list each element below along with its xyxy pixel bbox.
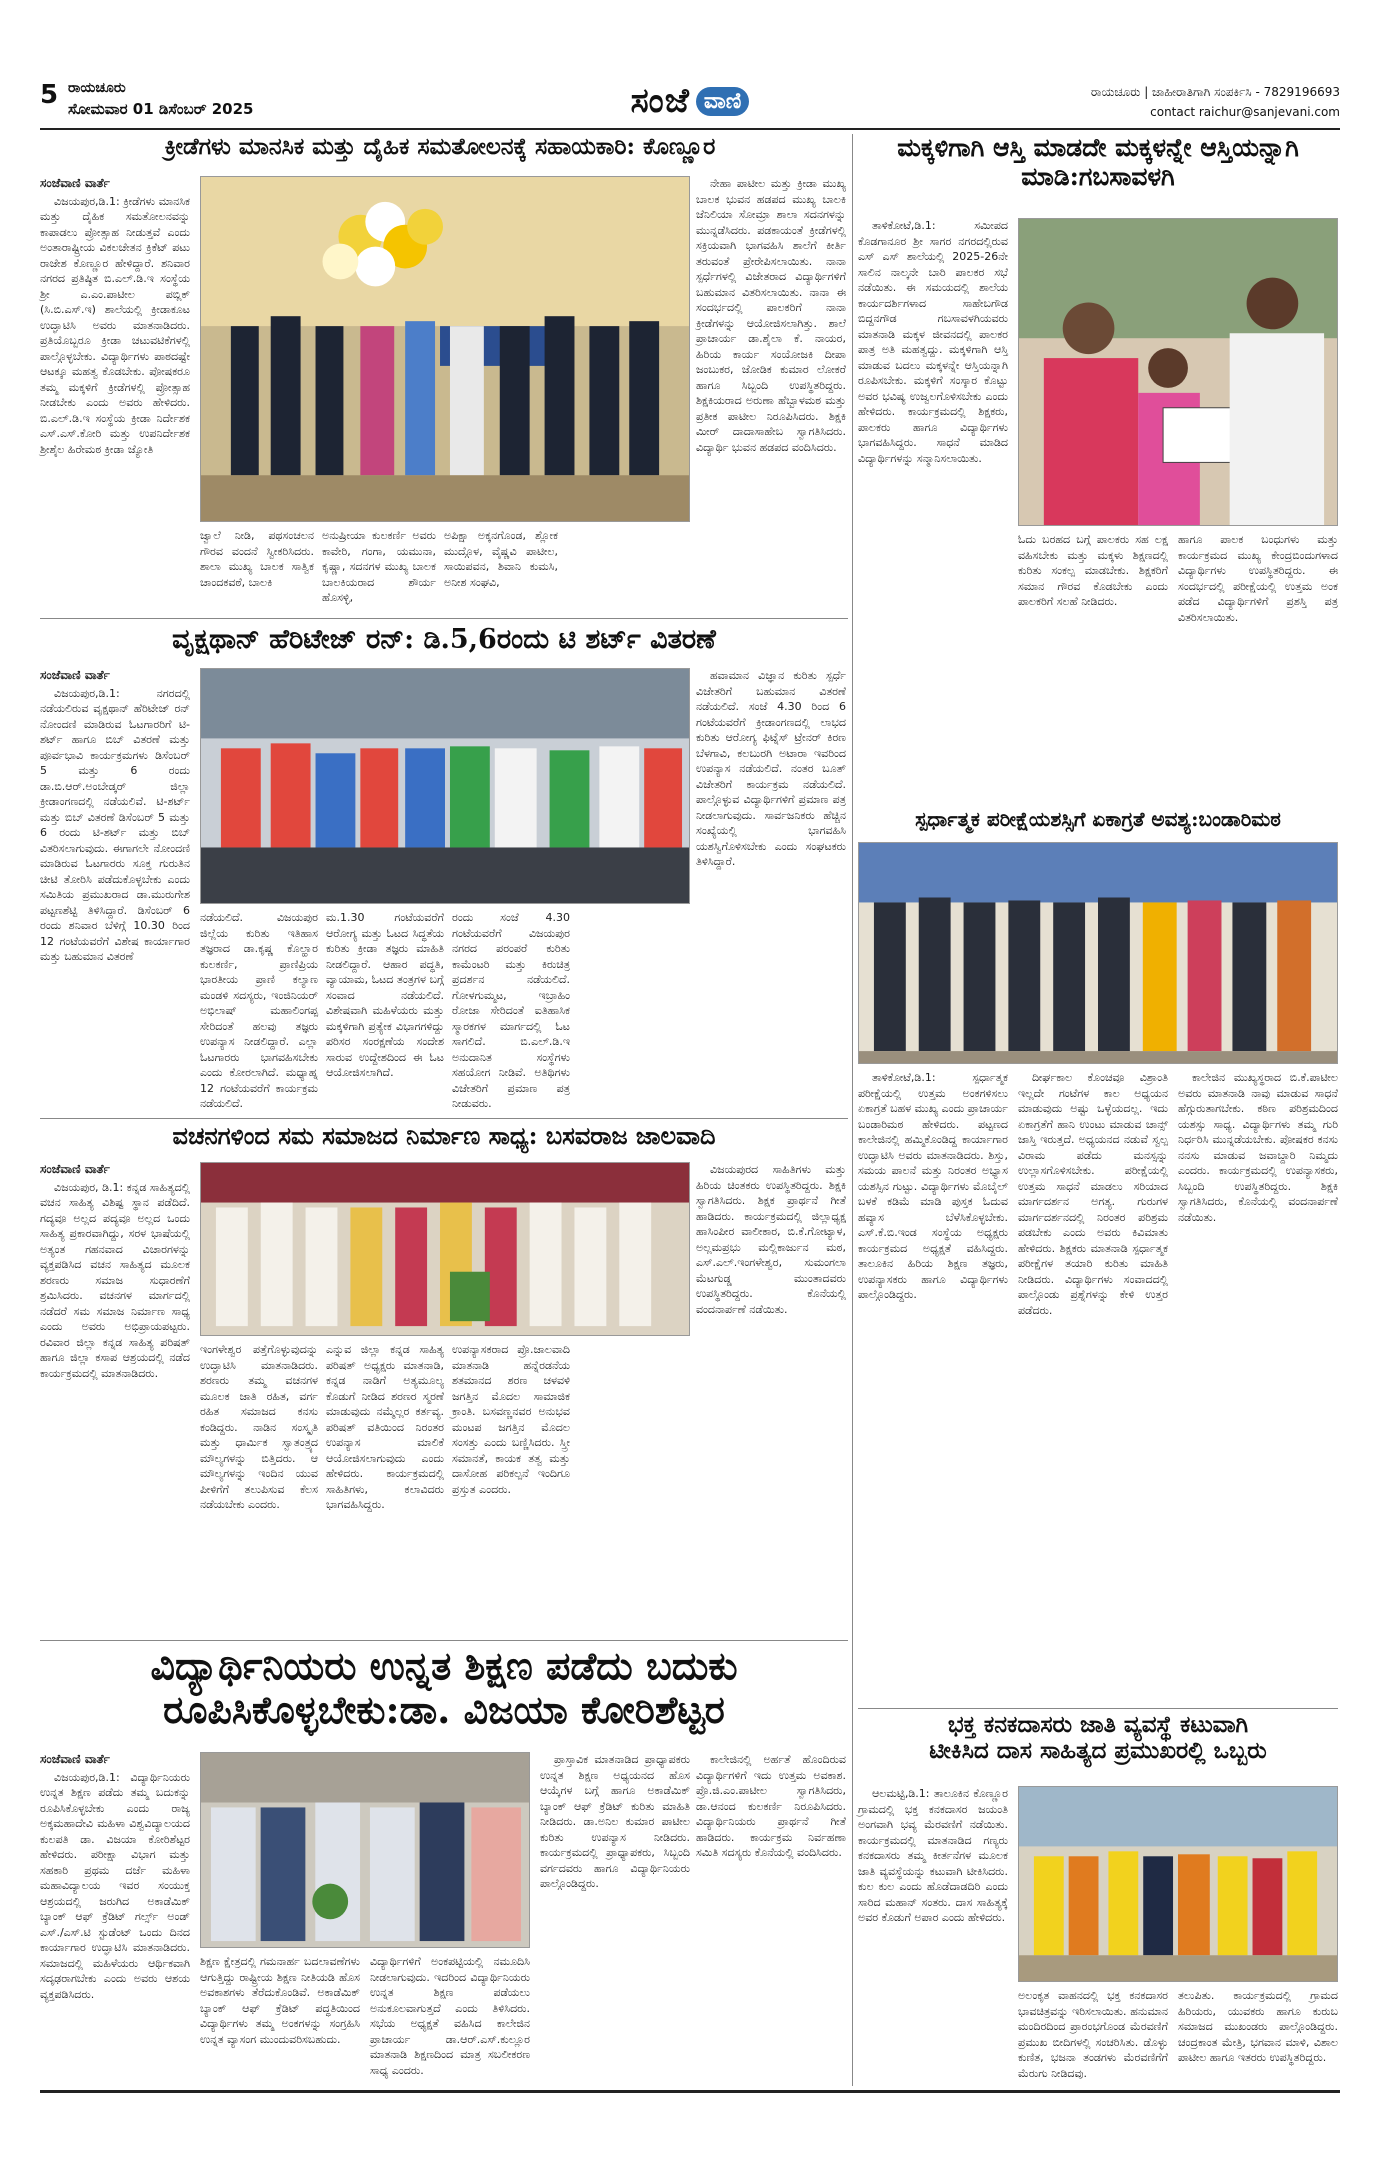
sports-col-1b xyxy=(40,528,190,612)
vachana-col-4 xyxy=(452,1342,570,1638)
vachana-col-3 xyxy=(326,1342,444,1638)
children-col-3 xyxy=(1178,532,1338,624)
vachana-text-1: ವಿಜಯಪುರ, ಡಿ.1: ಕನ್ನಡ ಸಾಹಿತ್ಯದಲ್ಲಿ ವಚನ ಸಾಹಿತ್ಯ ವಿಶಿಷ್ಟ ಸ್ಥಾನ ಪಡೆದಿದೆ. ಗದ್ಯವೂ ಅಲ್ಲದ ಪದ್ಯವೂ ಅಲ್ಲದ ಒಂದು ಸಾಹಿತ್ಯ ಪ್ರಕಾರವಾಗಿದ್ದು, ಸರಳ ಭಾಷೆಯಲ್ಲಿ ಅತ್ಯಂತ ಗಹನವಾದ ವಿಚಾರಗಳನ್ನು ವ್ಯಕ್ತಪಡಿಸಿದ ವಚನ ಸಾಹಿತ್ಯದ ಮೂಲಕ ಶರಣರು ಸಮಾಜ ಸುಧಾರಣೆಗೆ ಶ್ರಮಿಸಿದರು. ವಚನಗಳ ಮಾರ್ಗದಲ್ಲಿ ನಡೆದರೆ ಸಮ ಸಮಾಜ ನಿರ್ಮಾಣ ಸಾಧ್ಯ ಎಂದು ಅವರು ಅಭಿಪ್ರಾಯಪಟ್ಟರು. ರವಿವಾರ ಜಿಲ್ಲಾ ಕನ್ನಡ ಸಾಹಿತ್ಯ ಪರಿಷತ್ ಹಾಗೂ ಜಿಲ್ಲಾ ಕಸಾಪ ಆಶ್ರಯದಲ್ಲಿ ನಡೆದ ಕಾರ್ಯಕ್ರಮದಲ್ಲಿ ಮಾತನಾಡಿದರು. xyxy=(40,1180,190,1380)
children-text-2: ಓದು ಬರಹದ ಬಗ್ಗೆ ಪಾಲಕರು ಸಹ ಲಕ್ಷ ವಹಿಸಬೇಕು ಮತ್ತು ಮಕ್ಕಳು ಶಿಕ್ಷಣದಲ್ಲಿ ಕುರಿತು ಸಂಕಲ್ಪ ಮಾಡಬೇಕು. ಶಿಕ್ಷಕರಿಗೆ ಸಮಾನ ಗೌರವ ಕೊಡಬೇಕು ಎಂದು ಪಾಲಕರಿಗೆ ಸಲಹೆ ನೀಡಿದರು. xyxy=(1018,533,1168,608)
run-byline: ಸಂಜೆವಾಣಿ ವಾರ್ತೆ xyxy=(40,668,110,682)
children-text-3: ಹಾಗೂ ಪಾಲಕ ಬಂಧುಗಳು ಮತ್ತು ಕಾರ್ಯಕ್ರಮದ ಮುಖ್ಯ ಕೇಂದ್ರಬಿಂದುಗಳಾದ ವಿದ್ಯಾರ್ಥಿಗಳು ಉಪಸ್ಥಿತರಿದ್ದರು. ಈ ಸಂದರ್ಭದಲ್ಲಿ ಪರೀಕ್ಷೆಯಲ್ಲಿ ಉತ್ತಮ ಅಂಕ ಪಡೆದ ವಿದ್ಯಾರ್ಥಿಗಳಿಗೆ ಪ್ರಶಸ್ತಿ ಪತ್ರ ವಿತರಿಸಲಾಯಿತು. xyxy=(1178,533,1338,624)
sports-photo xyxy=(200,176,690,522)
higher-edu-text-5: ಕಾಲೇಜಿನಲ್ಲಿ ಅರ್ಹತೆ ಹೊಂದಿರುವ ವಿದ್ಯಾರ್ಥಿಗಳಿಗೆ ಇದು ಉತ್ತಮ ಅವಕಾಶ. ಪ್ರೊ.ಜಿ.ಎಂ.ಪಾಟೀಲ ಸ್ವಾಗತಿಸಿದರು, ಡಾ.ಆನಂದ ಕುಲಕರ್ಣಿ ನಿರೂಪಿಸಿದರು. ವಿದ್ಯಾರ್ಥಿನಿಯರು ಪ್ರಾರ್ಥನೆ ಗೀತೆ ಹಾಡಿದರು. ಕಾರ್ಯಕ್ರಮ ನಿರ್ವಹಣಾ ಸಮಿತಿ ಸದಸ್ಯರು ಕೊನೆಯಲ್ಲಿ ವಂದಿಸಿದರು. xyxy=(696,1753,846,1859)
children-photo xyxy=(1018,218,1338,526)
kanakadasa-text-2: ಅಲಂಕೃತ ವಾಹನದಲ್ಲಿ ಭಕ್ತ ಕನಕದಾಸರ ಭಾವಚಿತ್ರವನ್ನು ಇರಿಸಲಾಯಿತು. ಹನುಮಾನ ಮಂದಿರದಿಂದ ಪ್ರಾರಂಭಗೊಂಡ ಮೆರವಣಿಗೆ ಪ್ರಮುಖ ಬೀದಿಗಳಲ್ಲಿ ಸಂಚರಿಸಿತು. ಡೊಳ್ಳು ಕುಣಿತ, ಭಜನಾ ತಂಡಗಳು ಮೆರವಣಿಗೆಗೆ ಮೆರುಗು ನೀಡಿದವು. xyxy=(1018,1989,1168,2080)
higher-edu-col-5 xyxy=(696,1752,846,2086)
run-text-4: ರಂದು ಸಂಜೆ 4.30 ಗಂಟೆಯವರೆಗೆ ವಿಜಯಪುರ ನಗರದ ಪರಂಪರೆ ಕುರಿತು ಕಾಮೆಂಟರಿ ಮತ್ತು ಕಿರುಚಿತ್ರ ಪ್ರದರ್ಶನ ನಡೆಯಲಿದೆ. ಗೋಳಗುಮ್ಮಟ, ಇಬ್ರಾಹಿಂ ರೋಜಾ ಸೇರಿದಂತೆ ಐತಿಹಾಸಿಕ ಸ್ಮಾರಕಗಳ ಮಾರ್ಗದಲ್ಲಿ ಓಟ ಸಾಗಲಿದೆ. ಬಿ.ಎಲ್.ಡಿ.ಇ ಅನುದಾನಿತ ಸಂಸ್ಥೆಗಳು ಸಹಯೋಗ ನೀಡಿವೆ. ಅತಿಥಿಗಳು ವಿಜೇತರಿಗೆ ಪ್ರಮಾಣ ಪತ್ರ ನೀಡುವರು. xyxy=(452,911,570,1110)
exam-col-1 xyxy=(858,1070,1008,1706)
vachana-photo-art xyxy=(201,1163,689,1335)
vachana-text-5: ವಿಜಯಪುರದ ಸಾಹಿತಿಗಳು ಮತ್ತು ಹಿರಿಯ ಚಿಂತಕರು ಉಪಸ್ಥಿತರಿದ್ದರು. ಶಿಕ್ಷಕಿ ಸ್ವಾಗತಿಸಿದರು. ಶಿಕ್ಷಕ ಪ್ರಾರ್ಥನೆ ಗೀತೆ ಹಾಡಿದರು. ಕಾರ್ಯಕ್ರಮದಲ್ಲಿ ಜಿಲ್ಲಾಧ್ಯಕ್ಷ ಹಾಸಿಂಪೀರ ವಾಲೀಕಾರ, ಬಿ.ಕೆ.ಗೋಟ್ಯಾಳ, ಅಲ್ಲಮಪ್ರಭು ಮಲ್ಲಿಕಾರ್ಜುನ ಮಠ, ಎಸ್.ಎಲ್.ಇಂಗಳೇಶ್ವರ, ಸುಮಂಗಲಾ ಮೆಟಗುಡ್ಡ ಮುಂತಾದವರು ಉಪಸ್ಥಿತರಿದ್ದರು. ಕೊನೆಯಲ್ಲಿ ವಂದನಾರ್ಪಣೆ ನಡೆಯಿತು. xyxy=(696,1163,846,1316)
higher-edu-headline-2: ರೂಪಿಸಿಕೊಳ್ಳಬೇಕು:ಡಾ. ವಿಜಯಾ ಕೋರಿಶೆಟ್ಟರ xyxy=(163,1686,725,1732)
exam-col-3 xyxy=(1178,1070,1338,1706)
vachana-col-5 xyxy=(696,1162,846,1638)
sports-col-3 xyxy=(322,528,436,612)
header-ad-line: ರಾಯಚೂರು | ಜಾಹೀರಾತಿಗಾಗಿ ಸಂಪರ್ಕಿಸಿ - 7829196693 xyxy=(1090,85,1340,99)
run-col-1 xyxy=(40,668,190,1138)
run-headline: ವೃಕ್ಷಥಾನ್ ಹೆರಿಟೇಜ್ ರನ್: ಡಿ.5,6ರಂದು ಟಿ ಶರ್ಟ್ ವಿತರಣೆ xyxy=(172,624,716,655)
higher-edu-text-3: ವಿದ್ಯಾರ್ಥಿಗಳಿಗೆ ಅಂಕಪಟ್ಟಿಯಲ್ಲಿ ನಮೂದಿಸಿ ನೀಡಲಾಗುವುದು. ಇದರಿಂದ ವಿದ್ಯಾರ್ಥಿನಿಯರು ಉನ್ನತ ಶಿಕ್ಷಣ ಪಡೆಯಲು ಅನುಕೂಲವಾಗುತ್ತದೆ ಎಂದು ತಿಳಿಸಿದರು. ಸಭೆಯ ಅಧ್ಯಕ್ಷತೆ ವಹಿಸಿದ ಕಾಲೇಜಿನ ಪ್ರಾಚಾರ್ಯ ಡಾ.ಆರ್.ಎಸ್.ಕುಲ್ಲೂರ ಮಾತನಾಡಿ ಶಿಕ್ಷಣದಿಂದ ಮಾತ್ರ ಸಬಲೀಕರಣ ಸಾಧ್ಯ ಎಂದರು. xyxy=(370,1955,530,2077)
sports-headline: ಕ್ರೀಡೆಗಳು ಮಾನಸಿಕ ಮತ್ತು ದೈಹಿಕ ಸಮತೋಲನಕ್ಕೆ ಸಹಾಯಕಾರಿ: ಕೊಣ್ಣೂರ xyxy=(164,133,716,160)
district-label: ರಾಯಚೂರು xyxy=(68,80,126,96)
newspaper-logo xyxy=(570,78,810,124)
divider xyxy=(858,1708,1338,1709)
vachana-photo xyxy=(200,1162,690,1336)
run-text-5: ಹವಾಮಾನ ವಿಜ್ಞಾನ ಕುರಿತು ಸ್ಪರ್ಧೆ ವಿಜೇತರಿಗೆ ಬಹುಮಾನ ವಿತರಣೆ ನಡೆಯಲಿದೆ. ಸಂಜೆ 4.30 ರಿಂದ 6 ಗಂಟೆಯವರೆಗೆ ಕ್ರೀಡಾಂಗಣದಲ್ಲಿ ಲಾಭದ ಕುರಿತು ಆರೋಗ್ಯ ಫಿಟ್ನೆಸ್ ಟ್ರೇನರ್ ಕಿರಣ ಬೆಳಗಾವಿ, ಕಲಬುರಗಿ ಅಟಾರಾ ಇವರಿಂದ ಉಪನ್ಯಾಸ ನಡೆಯಲಿದೆ. ನಂತರ ಬೂತ್ ವಿಜೇತರಿಗೆ ಕಾರ್ಯಕ್ರಮ ನಡೆಯಲಿದೆ. ಪಾಲ್ಗೊಳ್ಳುವ ವಿದ್ಯಾರ್ಥಿಗಳಿಗೆ ಪ್ರಮಾಣ ಪತ್ರ ನೀಡಲಾಗುವುದು. ಸಾರ್ವಜನಿಕರು ಹೆಚ್ಚಿನ ಸಂಖ್ಯೆಯಲ್ಲಿ ಭಾಗವಹಿಸಿ ಯಶಸ್ವಿಗೊಳಿಸಬೇಕು ಎಂದು ಸಂಘಟಕರು ತಿಳಿಸಿದ್ದಾರೆ. xyxy=(696,669,846,868)
sports-text-4: ಅಪಿಕ್ಷಾ ಅಕ್ಕನಗೊಂಡ, ಶ್ಲೋಕ ಮುದ್ಗೊಳ, ವೈಷ್ಣವಿ ಪಾಟೀಲ, ಸಾಯಿಪವನ, ಶಿವಾನಿ ಕುಮಸಿ, ಅನೀಶ ಸಂಘವಿ, xyxy=(444,529,558,589)
vachana-col-1 xyxy=(40,1162,190,1638)
run-text-3: ಮ.1.30 ಗಂಟೆಯವರೆಗೆ ಆರೋಗ್ಯ ಮತ್ತು ಓಟದ ಸಿದ್ಧತೆಯ ಕುರಿತು ಕ್ರೀಡಾ ತಜ್ಞರು ಮಾಹಿತಿ ನೀಡಲಿದ್ದಾರೆ. ಆಹಾರ ಪದ್ಧತಿ, ವ್ಯಾಯಾಮ, ಓಟದ ತಂತ್ರಗಳ ಬಗ್ಗೆ ಸಂವಾದ ನಡೆಯಲಿದೆ. ವಿಶೇಷವಾಗಿ ಮಹಿಳೆಯರು ಮತ್ತು ಮಕ್ಕಳಿಗಾಗಿ ಪ್ರತ್ಯೇಕ ವಿಭಾಗಗಳಿದ್ದು ಪರಿಸರ ಸಂರಕ್ಷಣೆಯ ಸಂದೇಶ ಸಾರುವ ಉದ್ದೇಶದಿಂದ ಈ ಓಟ ಆಯೋಜಿಸಲಾಗಿದೆ. xyxy=(326,911,444,1079)
logo-badge: ವಾಣಿ xyxy=(696,87,749,116)
run-text-1: ವಿಜಯಪುರ,ಡಿ.1: ನಗರದಲ್ಲಿ ನಡೆಯಲಿರುವ ವೃಕ್ಷಥಾನ್ ಹೆರಿಟೇಜ್ ರನ್ ನೋಂದಣಿ ಮಾಡಿರುವ ಓಟಗಾರರಿಗೆ ಟಿ-ಶರ್ಟ್ ಹಾಗೂ ಬಿಬ್ ವಿತರಣೆ ಮತ್ತು ಪೂರ್ವಭಾವಿ ಕಾರ್ಯಕ್ರಮಗಳು ಡಿಸೆಂಬರ್ 5 ಮತ್ತು 6 ರಂದು ಡಾ.ಬಿ.ಆರ್.ಅಂಬೇಡ್ಕರ್ ಜಿಲ್ಲಾ ಕ್ರೀಡಾಂಗಣದಲ್ಲಿ ನಡೆಯಲಿವೆ. ಟಿ-ಶರ್ಟ್ ಮತ್ತು ಬಿಬ್ ವಿತರಣೆ ಡಿಸೆಂಬರ್ 5 ಮತ್ತು 6 ರಂದು ಟಿ-ಶರ್ಟ್ ಮತ್ತು ಬಿಬ್ ವಿತರಿಸಲಾಗುವುದು. ಈಗಾಗಲೇ ನೋಂದಣಿ ಮಾಡಿರುವ ಓಟಗಾರರು ಸೂಕ್ತ ಗುರುತಿನ ಚೀಟಿ ತೋರಿಸಿ ಪಡೆದುಕೊಳ್ಳಬೇಕು ಎಂದು ಸಮಿತಿಯ ಪ್ರಮುಖರಾದ ಡಾ.ಮುರುಗೇಶ ಪಟ್ಟಣಶೆಟ್ಟಿ ತಿಳಿಸಿದ್ದಾರೆ. ಡಿಸೆಂಬರ್ 6 ರಂದು ಶನಿವಾರ ಬೆಳಿಗ್ಗೆ 10.30 ರಿಂದ 12 ಗಂಟೆಯವರೆಗೆ ವಿಶೇಷ ಕಾರ್ಯಾಗಾರ ಮತ್ತು ಬಹುಮಾನ ವಿತರಣೆ xyxy=(40,686,190,963)
exam-text-2: ದೀರ್ಘಕಾಲ ಕೊಂಚವೂ ವಿಶ್ರಾಂತಿ ಇಲ್ಲದೇ ಗಂಟೆಗಳ ಕಾಲ ಅಧ್ಯಯನ ಮಾಡುವುದು ಅಷ್ಟು ಒಳ್ಳೆಯದಲ್ಲ. ಇದು ಏಕಾಗ್ರತೆಗೆ ಹಾನಿ ಉಂಟು ಮಾಡುವ ಚಾನ್ಸ್ ಜಾಸ್ತಿ ಇರುತ್ತದೆ. ಅಧ್ಯಯನದ ನಡುವೆ ಸ್ವಲ್ಪ ವಿರಾಮ ಪಡೆದು ಮನಸ್ಸನ್ನು ಉಲ್ಲಾಸಗೊಳಿಸಬೇಕು. ಪರೀಕ್ಷೆಯಲ್ಲಿ ಉತ್ತಮ ಸಾಧನೆ ಮಾಡಲು ಸರಿಯಾದ ಮಾರ್ಗದರ್ಶನ ಅಗತ್ಯ. ಗುರುಗಳ ಮಾರ್ಗದರ್ಶನದಲ್ಲಿ ನಿರಂತರ ಪರಿಶ್ರಮ ಪಡಬೇಕು ಎಂದು ಅವರು ಕಿವಿಮಾತು ಹೇಳಿದರು. ಶಿಕ್ಷಕರು ಮಾತನಾಡಿ ಸ್ಪರ್ಧಾತ್ಮಕ ಪರೀಕ್ಷೆಗಳ ತಯಾರಿ ಕುರಿತು ಮಾಹಿತಿ ನೀಡಿದರು. ವಿದ್ಯಾರ್ಥಿಗಳು ಸಂವಾದದಲ್ಲಿ ಪಾಲ್ಗೊಂಡು ಪ್ರಶ್ನೆಗಳನ್ನು ಕೇಳಿ ಉತ್ತರ ಪಡೆದರು. xyxy=(1018,1071,1168,1317)
footer-rule xyxy=(40,2090,1340,2093)
sports-text-1: ವಿಜಯಪುರ,ಡಿ.1: ಕ್ರೀಡೆಗಳು ಮಾನಸಿಕ ಮತ್ತು ದೈಹಿಕ ಸಮತೋಲನವನ್ನು ಕಾಪಾಡಲು ಪ್ರೋತ್ಸಾಹ ನೀಡುತ್ತವೆ ಎಂದು ಅಂತಾರಾಷ್ಟ್ರೀಯ ವಿಕಲಚೇತನ ಕ್ರಿಕೆಟ್ ಪಟು ರಾಜೇಶ ಕೊಣ್ಣೂರ ಹೇಳಿದ್ದಾರೆ. ಶನಿವಾರ ನಗರದ ಪ್ರತಿಷ್ಠಿತ ಬಿ.ಎಲ್.ಡಿ.ಇ ಸಂಸ್ಥೆಯ ಶ್ರೀ ಎ.ಎಂ.ಪಾಟೀಲ ಪಬ್ಲಿಕ್ (ಸಿ.ಬಿ.ಎಸ್.ಇ) ಶಾಲೆಯಲ್ಲಿ ಕ್ರೀಡಾಕೂಟ ಉದ್ಘಾಟಿಸಿ ಅವರು ಮಾತನಾಡಿದರು. ಪ್ರತಿಯೊಬ್ಬರೂ ಕ್ರೀಡಾ ಚಟುವಟಿಕೆಗಳಲ್ಲಿ ಪಾಲ್ಗೊಳ್ಳಬೇಕು. ವಿದ್ಯಾರ್ಥಿಗಳು ಪಾಠದಷ್ಟೇ ಆಟಕ್ಕೂ ಮಹತ್ವ ಕೊಡಬೇಕು. ಪೋಷಕರೂ ತಮ್ಮ ಮಕ್ಕಳಿಗೆ ಕ್ರೀಡೆಗಳಲ್ಲಿ ಪ್ರೋತ್ಸಾಹ ನೀಡಬೇಕು ಎಂದು ಅವರು ಹೇಳಿದರು. ಬಿ.ಎಲ್.ಡಿ.ಇ ಸಂಸ್ಥೆಯ ಕ್ರೀಡಾ ನಿರ್ದೇಶಕ ಎಸ್.ಎಸ್.ಕೋರಿ ಮತ್ತು ಉಪನಿರ್ದೇಶಕ ಶ್ರೀಶೈಲ ಹಿರೇಮಠ ಕ್ರೀಡಾ ಜ್ಯೋತಿ xyxy=(40,194,190,456)
run-col-3 xyxy=(326,910,444,1138)
run-col-2 xyxy=(200,910,318,1138)
higher-edu-photo xyxy=(200,1752,530,1948)
vachana-text-2: ಇಂಗಳೇಶ್ವರ ಪತ್ತೆಗೊಳ್ಳುವುದನ್ನು ಉದ್ಘಾಟಿಸಿ ಮಾತನಾಡಿದರು. ಶರಣರು ತಮ್ಮ ವಚನಗಳ ಮೂಲಕ ಜಾತಿ ರಹಿತ, ವರ್ಗ ರಹಿತ ಸಮಾಜದ ಕನಸು ಕಂಡಿದ್ದರು. ನಾಡಿನ ಸಂಸ್ಕೃತಿ ಮತ್ತು ಧಾರ್ಮಿಕ ಸ್ವಾತಂತ್ರ್ಯದ ಮೌಲ್ಯಗಳನ್ನು ಬಿತ್ತಿದರು. ಆ ಮೌಲ್ಯಗಳನ್ನು ಇಂದಿನ ಯುವ ಪೀಳಿಗೆಗೆ ತಲುಪಿಸುವ ಕೆಲಸ ನಡೆಯಬೇಕು ಎಂದರು. xyxy=(200,1343,318,1511)
exam-text-3: ಕಾಲೇಜಿನ ಮುಖ್ಯಸ್ಥರಾದ ಬಿ.ಕೆ.ಪಾಟೀಲ ಅವರು ಮಾತನಾಡಿ ನಾವು ಮಾಡುವ ಸಾಧನೆ ಹೆಗ್ಗುರುತಾಗಬೇಕು. ಕಠಿಣ ಪರಿಶ್ರಮದಿಂದ ಯಶಸ್ಸು ಸಾಧ್ಯ. ವಿದ್ಯಾರ್ಥಿಗಳು ತಮ್ಮ ಗುರಿ ನಿರ್ಧರಿಸಿ ಮುನ್ನಡೆಯಬೇಕು. ಪೋಷಕರ ಕನಸು ನನಸು ಮಾಡುವ ಜವಾಬ್ದಾರಿ ನಿಮ್ಮದು ಎಂದರು. ಕಾರ್ಯಕ್ರಮದಲ್ಲಿ ಉಪನ್ಯಾಸಕರು, ಸಿಬ್ಬಂದಿ ಉಪಸ್ಥಿತರಿದ್ದರು. ಶಿಕ್ಷಕಿ ಸ್ವಾಗತಿಸಿದರು, ಕೊನೆಯಲ್ಲಿ ವಂದನಾರ್ಪಣೆ ನಡೆಯಿತು. xyxy=(1178,1071,1338,1224)
kanakadasa-photo xyxy=(1018,1786,1338,1982)
sports-col-2 xyxy=(200,528,314,612)
kanakadasa-col-1 xyxy=(858,1786,1008,2086)
kanakadasa-headline xyxy=(858,1712,1338,1782)
vachana-byline: ಸಂಜೆವಾಣಿ ವಾರ್ತೆ xyxy=(40,1162,110,1176)
sports-col-4 xyxy=(444,528,558,612)
vachana-text-3: ಎನ್ನುವ ಜಿಲ್ಲಾ ಕನ್ನಡ ಸಾಹಿತ್ಯ ಪರಿಷತ್ ಅಧ್ಯಕ್ಷರು ಮಾತನಾಡಿ, ಕನ್ನಡ ನಾಡಿಗೆ ಅತ್ಯಮೂಲ್ಯ ಕೊಡುಗೆ ನೀಡಿದ ಶರಣರ ಸ್ಮರಣೆ ಮಾಡುವುದು ನಮ್ಮೆಲ್ಲರ ಕರ್ತವ್ಯ. ಪರಿಷತ್ ವತಿಯಿಂದ ನಿರಂತರ ಉಪನ್ಯಾಸ ಮಾಲಿಕೆ ಆಯೋಜಿಸಲಾಗುವುದು ಎಂದು ಹೇಳಿದರು. ಕಾರ್ಯಕ್ರಮದಲ್ಲಿ ಸಾಹಿತಿಗಳು, ಕಲಾವಿದರು ಭಾಗವಹಿಸಿದ್ದರು. xyxy=(326,1343,444,1511)
logo-text: ಸಂಜೆ xyxy=(630,81,690,121)
exam-headline: ಸ್ಪರ್ಧಾತ್ಮಕ ಪರೀಕ್ಷೆಯಶಸ್ಸಿಗೆ ಏಕಾಗ್ರತೆ ಅವಶ್ಯ:ಬಂಡಾರಿಮಠ xyxy=(915,807,1281,831)
divider xyxy=(40,1640,848,1641)
exam-col-2 xyxy=(1018,1070,1168,1706)
masthead-rule xyxy=(40,128,1340,130)
children-headline: ಮಕ್ಕಳಿಗಾಗಿ ಆಸ್ತಿ ಮಾಡದೇ ಮಕ್ಕಳನ್ನೇ ಆಸ್ತಿಯನ್ನಾಗಿ ಮಾಡಿ:ಗಬಸಾವಳಗಿ xyxy=(897,133,1299,191)
run-photo xyxy=(200,668,690,904)
vachana-text-4: ಉಪನ್ಯಾಸಕರಾದ ಪ್ರೊ.ಜಾಲವಾದಿ ಮಾತನಾಡಿ ಹನ್ನೆರಡನೆಯ ಶತಮಾನದ ಶರಣ ಚಳವಳಿ ಜಗತ್ತಿನ ಮೊದಲ ಸಾಮಾಜಿಕ ಕ್ರಾಂತಿ. ಬಸವಣ್ಣನವರ ಅನುಭವ ಮಂಟಪ ಜಗತ್ತಿನ ಮೊದಲ ಸಂಸತ್ತು ಎಂದು ಬಣ್ಣಿಸಿದರು. ಸ್ತ್ರೀ ಸಮಾನತೆ, ಕಾಯಕ ತತ್ವ ಮತ್ತು ದಾಸೋಹ ಪರಿಕಲ್ಪನೆ ಇಂದಿಗೂ ಪ್ರಸ್ತುತ ಎಂದರು. xyxy=(452,1343,570,1496)
kanakadasa-headline-1: ಭಕ್ತ ಕನಕದಾಸರು ಜಾತಿ ವ್ಯವಸ್ಥೆ ಕಟುವಾಗಿ xyxy=(947,1711,1249,1738)
higher-edu-text-1: ವಿಜಯಪುರ,ಡಿ.1: ವಿದ್ಯಾರ್ಥಿನಿಯರು ಉನ್ನತ ಶಿಕ್ಷಣ ಪಡೆದು ತಮ್ಮ ಬದುಕನ್ನು ರೂಪಿಸಿಕೊಳ್ಳಬೇಕು ಎಂದು ರಾಜ್ಯ ಅಕ್ಕಮಹಾದೇವಿ ಮಹಿಳಾ ವಿಶ್ವವಿದ್ಯಾಲಯದ ಕುಲಪತಿ ಡಾ. ವಿಜಯಾ ಕೋರಿಶೆಟ್ಟರ ಹೇಳಿದರು. ಪರೀಕ್ಷಾ ವಿಭಾಗ ಮತ್ತು ಸಹಕಾರಿ ಪ್ರಥಮ ದರ್ಜೆ ಮಹಿಳಾ ಮಹಾವಿದ್ಯಾಲಯ ಇವರ ಸಂಯುಕ್ತ ಆಶ್ರಯದಲ್ಲಿ ಜರುಗಿದ ಅಕಾಡೆಮಿಕ್ ಬ್ಯಾಂಕ್ ಆಫ್ ಕ್ರೆಡಿಟ್ ಗರ್ಲ್ಸ್ ಅಂಡ್ ಎಸ್./ಎಸ್.ಟಿ ಸ್ಟುಡೆಂಟ್ ಒಂದು ದಿನದ ಕಾರ್ಯಾಗಾರ ಉದ್ಘಾಟಿಸಿ ಮಾತನಾಡಿದರು. ಸಮಾಜದಲ್ಲಿ ಮಹಿಳೆಯರು ಆರ್ಥಿಕವಾಗಿ ಸದೃಢರಾಗಬೇಕು ಎಂದು ಅವರು ಆಶಯ ವ್ಯಕ್ತಪಡಿಸಿದರು. xyxy=(40,1770,190,2001)
sports-photo-art xyxy=(201,177,689,521)
sports-text-2: ಜ್ವಾಲೆ ನೀಡಿ, ಪಥಸಂಚಲನ ಗೌರವ ವಂದನೆ ಸ್ವೀಕರಿಸಿದರು. ಶಾಲಾ ಮುಖ್ಯ ಬಾಲಕ ಸಾತ್ವಿಕ ಚಾಂದಕವಠೆ, ಬಾಲಕಿ xyxy=(200,529,314,589)
column-divider xyxy=(852,134,853,2086)
higher-edu-photo-art xyxy=(201,1753,529,1947)
higher-edu-col-3 xyxy=(370,1954,530,2086)
higher-edu-col-4 xyxy=(540,1752,690,2086)
issue-date: ಸೋಮವಾರ 01 ಡಿಸೆಂಬರ್ 2025 xyxy=(68,100,254,118)
sports-col-1 xyxy=(40,176,190,524)
sports-byline: ಸಂಜೆವಾಣಿ ವಾರ್ತೆ xyxy=(40,176,110,190)
higher-edu-col-1 xyxy=(40,1752,190,2086)
higher-edu-byline: ಸಂಜೆವಾಣಿ ವಾರ್ತೆ xyxy=(40,1752,110,1766)
kanakadasa-headline-2: ಟೀಕಿಸಿದ ದಾಸ ಸಾಹಿತ್ಯದ ಪ್ರಮುಖರಲ್ಲಿ ಒಬ್ಬರು xyxy=(929,1737,1267,1765)
sports-text-3: ಅನುಷ್ರೀಯಾ ಕುಲಕರ್ಣಿ ಅವರು ಕಾವೇರಿ, ಗಂಗಾ, ಯಮುನಾ, ಕೃಷ್ಣಾ, ಸದನಗಳ ಮುಖ್ಯ ಬಾಲಕ ಬಾಲಕಿಯರಾದ ಶೌರ್ಯ ಹೊಸಳ್ಳಿ, xyxy=(322,529,436,604)
children-photo-art xyxy=(1019,219,1337,525)
exam-photo-art xyxy=(859,843,1337,1063)
header-email: contact raichur@sanjevani.com xyxy=(1150,105,1340,119)
children-text-1: ತಾಳಿಕೋಟೆ,ಡಿ.1: ಸಮೀಪದ ಕೊಡಗಾನೂರ ಶ್ರೀ ಸಾಗರ ನಗರದಲ್ಲಿರುವ ಎಸ್ ಎಸ್ ಶಾಲೆಯಲ್ಲಿ 2025-26ನೇ ಸಾಲಿನ ನಾಲ್ಕನೇ ಬಾರಿ ಪಾಲಕರ ಸಭೆ ನಡೆಯಿತು. ಈ ಸಮಯದಲ್ಲಿ ಶಾಲೆಯ ಕಾರ್ಯದರ್ಶಿಗಳಾದ ಸಾಹೇಬಗೌಡ ಬಿದ್ದನಗೌಡ ಗಬಸಾವಳಗಿಯವರು ಮಾತನಾಡಿ ಮಕ್ಕಳ ಜೀವನದಲ್ಲಿ ಪಾಲಕರ ಪಾತ್ರ ಅತಿ ಮಹತ್ವದ್ದು. ಮಕ್ಕಳಿಗಾಗಿ ಆಸ್ತಿ ಮಾಡುವ ಬದಲು ಮಕ್ಕಳನ್ನೇ ಆಸ್ತಿಯನ್ನಾಗಿ ರೂಪಿಸಬೇಕು. ಮಕ್ಕಳಿಗೆ ಸಂಸ್ಕಾರ ಕೊಟ್ಟು ಅವರ ಭವಿಷ್ಯ ಉಜ್ವಲಗೊಳಿಸಬೇಕು ಎಂದು ಹೇಳಿದರು. ಕಾರ್ಯಕ್ರಮದಲ್ಲಿ ಶಿಕ್ಷಕರು, ಪಾಲಕರು ಹಾಗೂ ವಿದ್ಯಾರ್ಥಿಗಳು ಭಾಗವಹಿಸಿದ್ದರು. ಸಾಧನೆ ಮಾಡಿದ ವಿದ್ಯಾರ್ಥಿಗಳನ್ನು ಸನ್ಮಾನಿಸಲಾಯಿತು. xyxy=(858,219,1008,465)
higher-edu-headline-1: ವಿದ್ಯಾರ್ಥಿನಿಯರು ಉನ್ನತ ಶಿಕ್ಷಣ ಪಡೆದು ಬದುಕು xyxy=(150,1643,738,1688)
page-number: 5 xyxy=(40,80,59,110)
header-contact xyxy=(1091,82,1340,122)
run-text-2: ನಡೆಯಲಿದೆ. ವಿಜಯಪುರ ಜಿಲ್ಲೆಯ ಕುರಿತು ಇತಿಹಾಸ ತಜ್ಞರಾದ ಡಾ.ಕೃಷ್ಣ ಕೊಲ್ಹಾರ ಕುಲಕರ್ಣಿ, ಪ್ರಾಣಿಪ್ರಿಯ ಭಾರತೀಯ ಪ್ರಾಣಿ ಕಲ್ಯಾಣ ಮಂಡಳಿ ಸದಸ್ಯರು, ಇಂಜಿನಿಯರ್ ಅಭಿಲಾಷ್ ಮಹಾಲಿಂಗಪ್ಪ ಸೇರಿದಂತೆ ಹಲವು ತಜ್ಞರು ಉಪನ್ಯಾಸ ನೀಡಲಿದ್ದಾರೆ. ಎಲ್ಲಾ ಓಟಗಾರರು ಭಾಗವಹಿಸಬೇಕು ಎಂದು ಕೋರಲಾಗಿದೆ. ಮಧ್ಯಾಹ್ನ 12 ಗಂಟೆಯವರೆಗೆ ಕಾರ್ಯಕ್ರಮ ನಡೆಯಲಿದೆ. xyxy=(200,911,318,1110)
sports-col-5 xyxy=(696,176,846,612)
run-col-4 xyxy=(452,910,570,1138)
sports-text-5: ನೇಹಾ ಪಾಟೀಲ ಮತ್ತು ಕ್ರೀಡಾ ಮುಖ್ಯ ಬಾಲಕ ಭುವನ ಹಡಪದ ಮುಖ್ಯ ಬಾಲಕಿ ಜೆನಿಲಿಯಾ ಸೋಮ್ರಾ ಶಾಲಾ ಸದನಗಳನ್ನು ಮುನ್ನಡೆಸಿದರು. ಪಡಕಾಯಂತೆ ಕ್ರೀಡೆಗಳಲ್ಲಿ ಸಕ್ರಿಯವಾಗಿ ಭಾಗವಹಿಸಿ ಶಾಲೆಗೆ ಕೀರ್ತಿ ತರುವಂತೆ ಪ್ರೇರೇಪಿಸಲಾಯಿತು. ನಾನಾ ಸ್ಪರ್ಧೆಗಳಲ್ಲಿ ವಿಜೇತರಾದ ವಿದ್ಯಾರ್ಥಿಗಳಿಗೆ ಬಹುಮಾನ ವಿತರಿಸಲಾಯಿತು. ನಾನಾ ಈ ಸಂದರ್ಭದಲ್ಲಿ ಪಾಲಕರಿಗೆ ನಾನಾ ಕ್ರೀಡೆಗಳನ್ನು ಆಯೋಜಿಸಲಾಗಿತ್ತು. ಶಾಲೆ ಪ್ರಾಚಾರ್ಯ ಡಾ.ಶೈಲಾ ಕೆ. ನಾಯರ, ಹಿರಿಯ ಕಾರ್ಯ ಸಂಯೋಜಕಿ ದೀಪಾ ಜಂಬುಕರ, ಜೋಡಿಕ ಕುಮಾರ ಲೋಕರೆ ಹಾಗೂ ಸಿಬ್ಬಂದಿ ಉಪಸ್ಥಿತರಿದ್ದರು. ಶಿಕ್ಷಕಿಯರಾದ ಅರುಣಾ ಹೆಬ್ಬಾಳಮಠ ಮತ್ತು ಪ್ರತೀಕ ಪಾಟೀಲ ನಿರೂಪಿಸಿದರು. ಶಿಕ್ಷಕಿ ಮೀರ್ ದಾದಾಸಾಹೇಬ ಸ್ವಾಗತಿಸಿದರು. ವಿದ್ಯಾರ್ಥಿ ಭುವನ ಹಡಪದ ವಂದಿಸಿದರು. xyxy=(696,177,846,454)
masthead xyxy=(40,78,1340,130)
exam-text-1: ತಾಳಿಕೋಟೆ,ಡಿ.1: ಸ್ಪರ್ಧಾತ್ಮಕ ಪರೀಕ್ಷೆಯಲ್ಲಿ ಉತ್ತಮ ಅಂಕಗಳಿಸಲು ಏಕಾಗ್ರತೆ ಬಹಳ ಮುಖ್ಯ ಎಂದು ಪ್ರಾಚಾರ್ಯ ಬಂಡಾರಿಮಠ ಹೇಳಿದರು. ಪಟ್ಟಣದ ಕಾಲೇಜಿನಲ್ಲಿ ಹಮ್ಮಿಕೊಂಡಿದ್ದ ಕಾರ್ಯಾಗಾರ ಉದ್ಘಾಟಿಸಿ ಅವರು ಮಾತನಾಡಿದರು. ಶಿಸ್ತು, ಸಮಯ ಪಾಲನೆ ಮತ್ತು ನಿರಂತರ ಅಭ್ಯಾಸ ಯಶಸ್ಸಿನ ಗುಟ್ಟು. ವಿದ್ಯಾರ್ಥಿಗಳು ಮೊಬೈಲ್ ಬಳಕೆ ಕಡಿಮೆ ಮಾಡಿ ಪುಸ್ತಕ ಓದುವ ಹವ್ಯಾಸ ಬೆಳೆಸಿಕೊಳ್ಳಬೇಕು. ಎಸ್.ಕೆ.ಬಿ.ಇಂಡ ಸಂಸ್ಥೆಯ ಅಧ್ಯಕ್ಷರು ಕಾರ್ಯಕ್ರಮದ ಅಧ್ಯಕ್ಷತೆ ವಹಿಸಿದ್ದರು. ತಾಲೂಕಿನ ಹಿರಿಯ ಶಿಕ್ಷಣ ತಜ್ಞರು, ಉಪನ್ಯಾಸಕರು ಹಾಗೂ ವಿದ್ಯಾರ್ಥಿಗಳು ಪಾಲ್ಗೊಂಡಿದ್ದರು. xyxy=(858,1071,1008,1301)
divider xyxy=(40,618,848,619)
higher-edu-text-4: ಪ್ರಾಸ್ತಾವಿಕ ಮಾತನಾಡಿದ ಪ್ರಾಧ್ಯಾಪಕರು ಉನ್ನತ ಶಿಕ್ಷಣ ಅಧ್ಯಯನದ ಹೊಸ ಆಯ್ಕೆಗಳ ಬಗ್ಗೆ ಹಾಗೂ ಅಕಾಡೆಮಿಕ್ ಬ್ಯಾಂಕ್ ಆಫ್ ಕ್ರೆಡಿಟ್ ಕುರಿತು ಮಾಹಿತಿ ನೀಡಿದರು. ಡಾ.ಅನಿಲ ಕುಮಾರ ಪಾಟೀಲ ಕುರಿತು ಉಪನ್ಯಾಸ ನೀಡಿದರು. ಕಾರ್ಯಕ್ರಮದಲ್ಲಿ ಪ್ರಾಧ್ಯಾಪಕರು, ಸಿಬ್ಬಂದಿ ವರ್ಗದವರು ಹಾಗೂ ವಿದ್ಯಾರ್ಥಿನಿಯರು ಪಾಲ್ಗೊಂಡಿದ್ದರು. xyxy=(540,1753,690,1890)
run-col-5 xyxy=(696,668,846,1138)
exam-photo xyxy=(858,842,1338,1064)
higher-edu-headline xyxy=(40,1644,848,1748)
kanakadasa-photo-art xyxy=(1019,1787,1337,1981)
kanakadasa-col-3 xyxy=(1178,1988,1338,2086)
kanakadasa-text-1: ಆಲಮಟ್ಟಿ,ಡಿ.1: ತಾಲೂಕಿನ ಕೊಣ್ಣೂರ ಗ್ರಾಮದಲ್ಲಿ ಭಕ್ತ ಕನಕದಾಸರ ಜಯಂತಿ ಅಂಗವಾಗಿ ಭವ್ಯ ಮೆರವಣಿಗೆ ನಡೆಯಿತು. ಕಾರ್ಯಕ್ರಮದಲ್ಲಿ ಮಾತನಾಡಿದ ಗಣ್ಯರು ಕನಕದಾಸರು ತಮ್ಮ ಕೀರ್ತನೆಗಳ ಮೂಲಕ ಜಾತಿ ವ್ಯವಸ್ಥೆಯನ್ನು ಕಟುವಾಗಿ ಟೀಕಿಸಿದರು. ಕುಲ ಕುಲ ಎಂದು ಹೊಡೆದಾಡದಿರಿ ಎಂದು ಸಾರಿದ ಮಹಾನ್ ಸಂತರು. ದಾಸ ಸಾಹಿತ್ಯಕ್ಕೆ ಅವರ ಕೊಡುಗೆ ಅಪಾರ ಎಂದು ಹೇಳಿದರು. xyxy=(858,1787,1008,1924)
higher-edu-col-2 xyxy=(200,1954,360,2086)
run-photo-art xyxy=(201,669,689,903)
divider xyxy=(40,1118,848,1119)
children-col-1 xyxy=(858,218,1008,810)
higher-edu-text-2: ಶಿಕ್ಷಣ ಕ್ಷೇತ್ರದಲ್ಲಿ ಗಮನಾರ್ಹ ಬದಲಾವಣೆಗಳು ಆಗುತ್ತಿದ್ದು ರಾಷ್ಟ್ರೀಯ ಶಿಕ್ಷಣ ನೀತಿಯಡಿ ಹೊಸ ಅವಕಾಶಗಳು ತೆರೆದುಕೊಂಡಿವೆ. ಅಕಾಡೆಮಿಕ್ ಬ್ಯಾಂಕ್ ಆಫ್ ಕ್ರೆಡಿಟ್ ಪದ್ಧತಿಯಿಂದ ವಿದ್ಯಾರ್ಥಿಗಳು ತಮ್ಮ ಅಂಕಗಳನ್ನು ಸಂಗ್ರಹಿಸಿ ಉನ್ನತ ವ್ಯಾಸಂಗ ಮುಂದುವರಿಸಬಹುದು. xyxy=(200,1955,360,2046)
kanakadasa-text-3: ತಲುಪಿತು. ಕಾರ್ಯಕ್ರಮದಲ್ಲಿ ಗ್ರಾಮದ ಹಿರಿಯರು, ಯುವಕರು ಹಾಗೂ ಕುರುಬ ಸಮಾಜದ ಮುಖಂಡರು ಪಾಲ್ಗೊಂಡಿದ್ದರು. ಚಂದ್ರಕಾಂತ ಮೇತ್ರಿ, ಭಗವಾನ ಮಾಳಿ, ವಿಶಾಲ ಪಾಟೀಲ ಹಾಗೂ ಇತರರು ಉಪಸ್ಥಿತರಿದ್ದರು. xyxy=(1178,1989,1338,2064)
children-col-2 xyxy=(1018,532,1168,612)
vachana-col-2 xyxy=(200,1342,318,1638)
vachana-headline: ವಚನಗಳಿಂದ ಸಮ ಸಮಾಜದ ನಿರ್ಮಾಣ ಸಾಧ್ಯ: ಬಸವರಾಜ ಜಾಲವಾದಿ xyxy=(172,1121,716,1150)
kanakadasa-col-2 xyxy=(1018,1988,1168,2086)
